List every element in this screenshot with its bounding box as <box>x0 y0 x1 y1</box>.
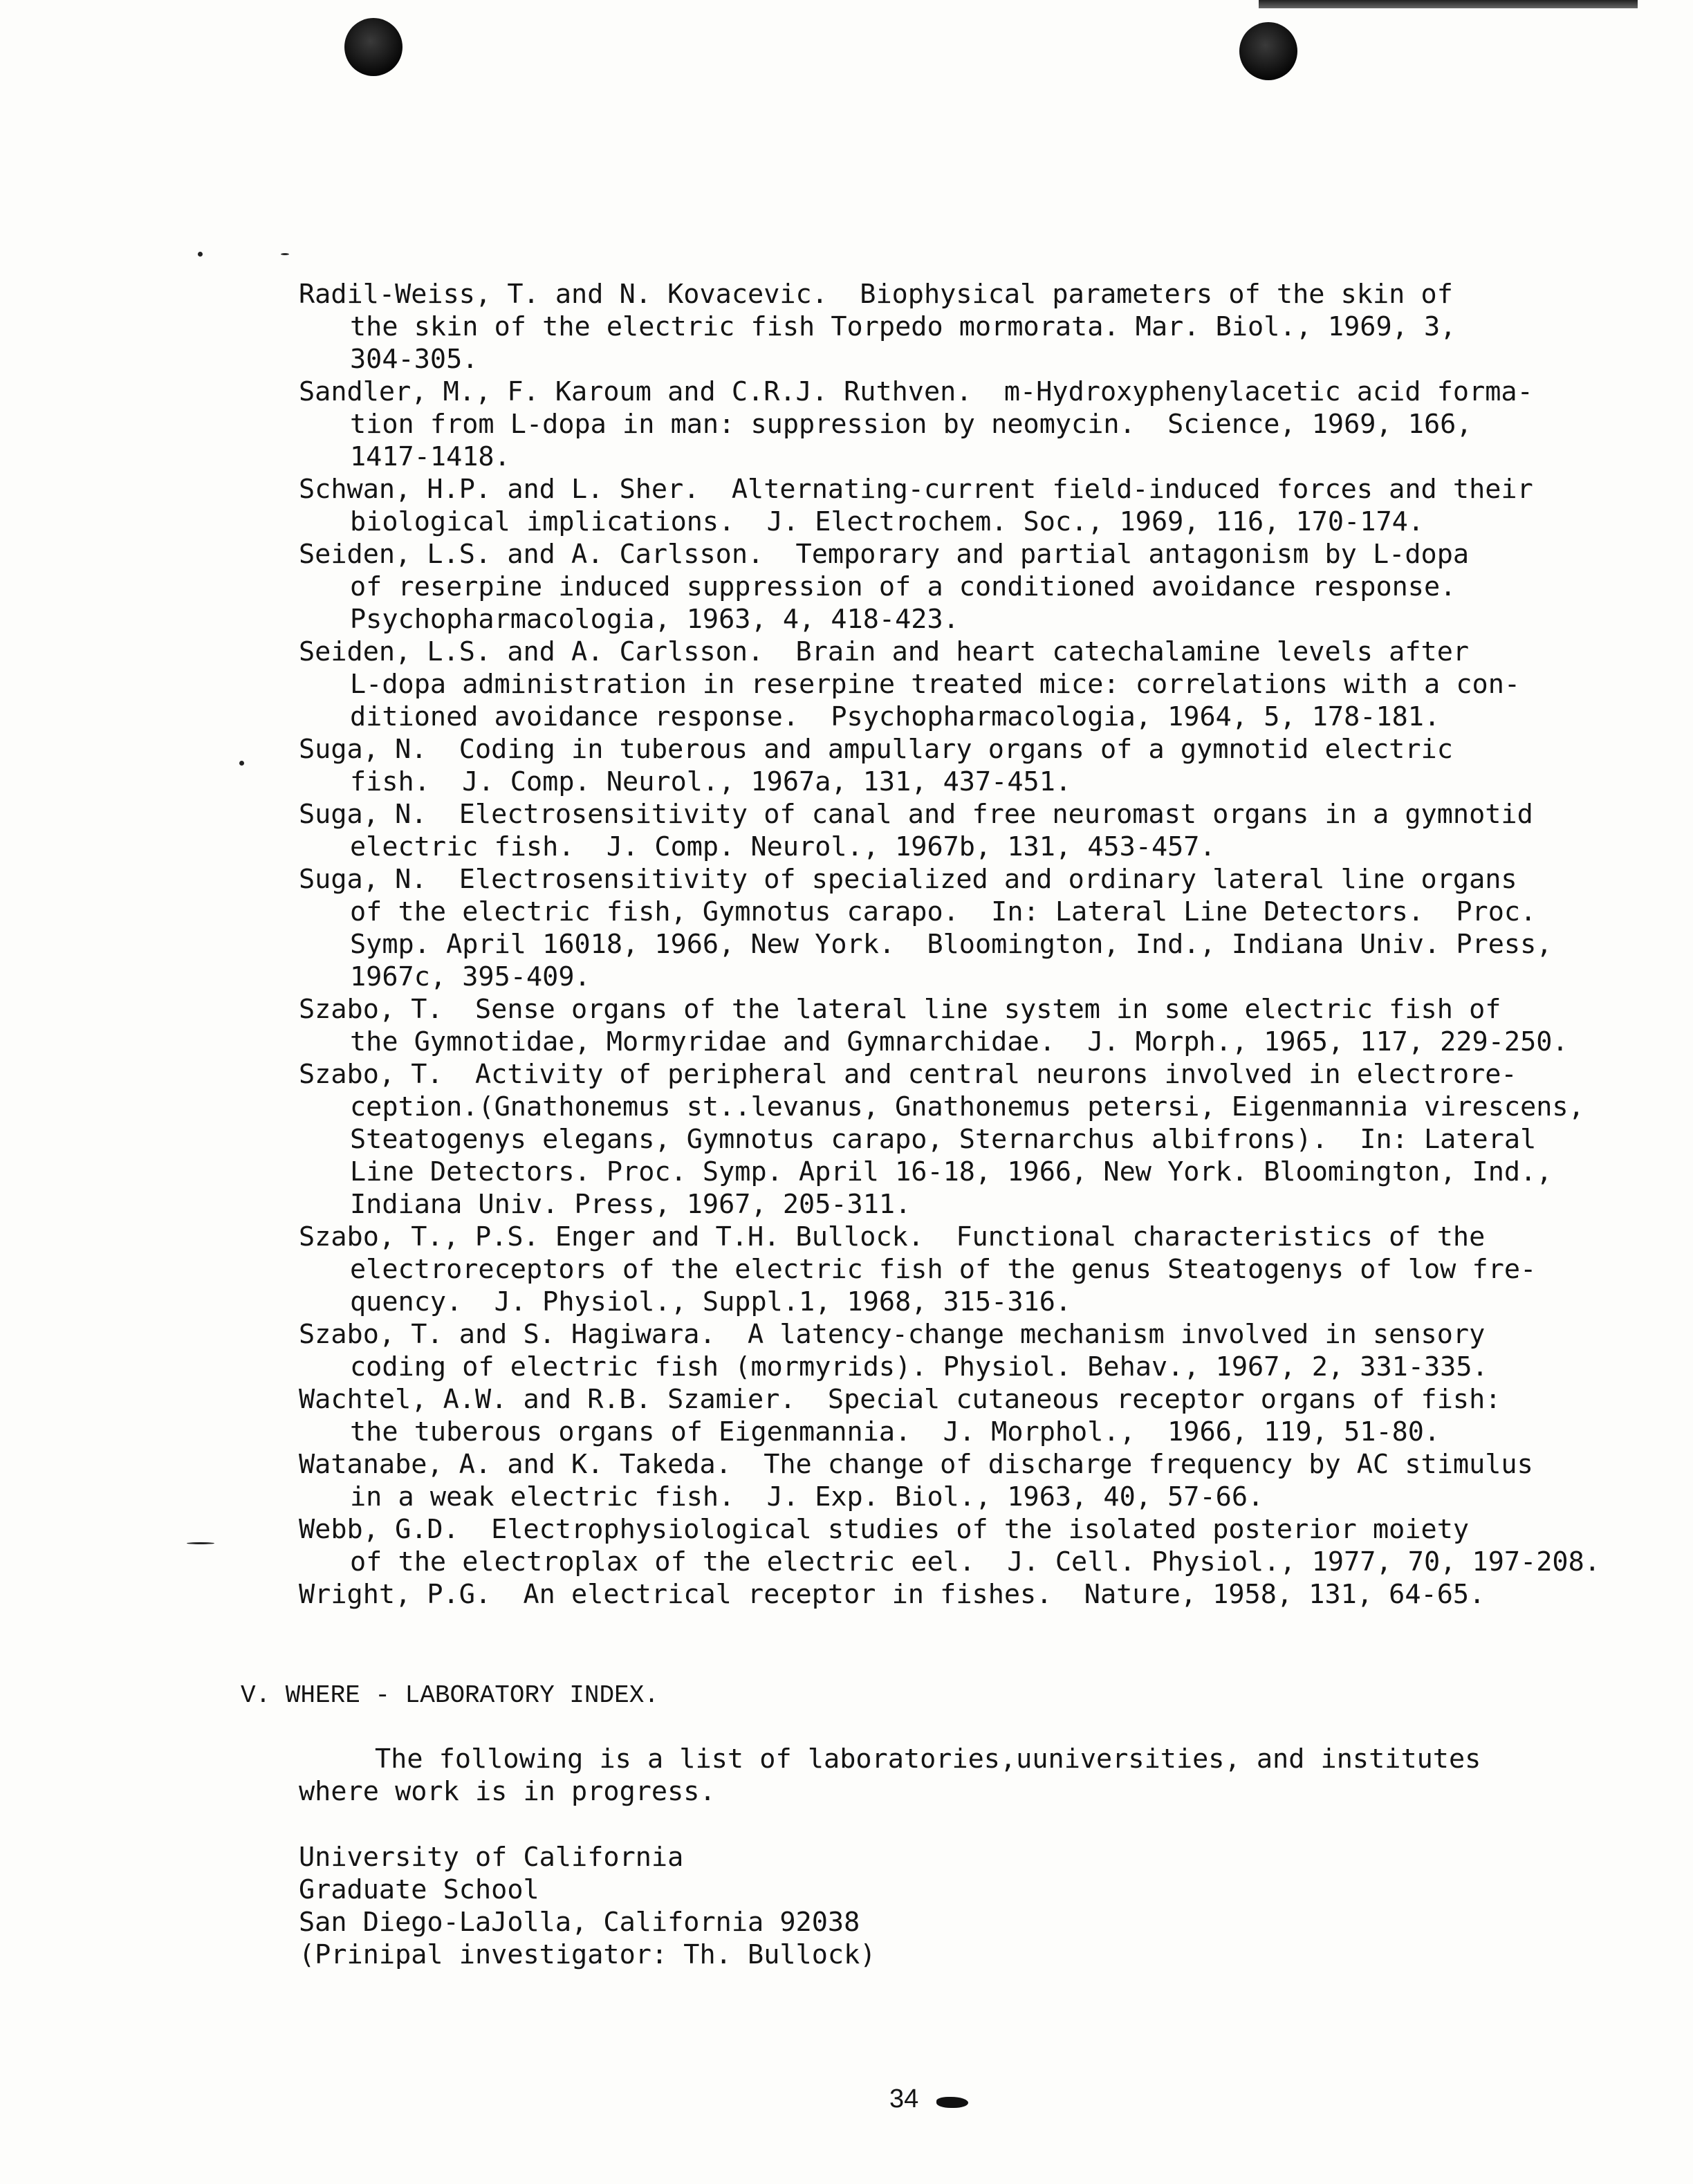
reference-line: Sandler, M., F. Karoum and C.R.J. Ruthven. m-Hydroxyphenylacetic acid forma- <box>299 376 1533 407</box>
reference-entry <box>299 636 1627 733</box>
intro-line: where work is in progress. <box>299 1776 716 1807</box>
punch-hole-right <box>1239 22 1297 80</box>
reference-list <box>299 278 1627 1611</box>
reference-entry <box>299 733 1627 798</box>
reference-line: Schwan, H.P. and L. Sher. Alternating-current field-induced forces and their <box>299 474 1533 505</box>
reference-entry <box>299 538 1627 636</box>
reference-line: Szabo, T. and S. Hagiwara. A latency-change mechanism involved in sensory <box>299 1319 1486 1350</box>
reference-line: L-dopa administration in reserpine treated mice: correlations with a con- <box>350 669 1521 700</box>
reference-line: ception.(Gnathonemus st..levanus, Gnathonemus petersi, Eigenmannia virescens, <box>350 1091 1584 1122</box>
address-line: University of California <box>299 1842 684 1873</box>
reference-line: Symp. April 16018, 1966, New York. Bloomington, Ind., Indiana Univ. Press, <box>350 929 1553 960</box>
scan-speck <box>198 252 203 257</box>
reference-entry <box>299 473 1627 538</box>
reference-line: Seiden, L.S. and A. Carlsson. Brain and heart catechalamine levels after <box>299 636 1470 667</box>
reference-entry <box>299 1513 1627 1578</box>
reference-line: Webb, G.D. Electrophysiological studies of the isolated posterior moiety <box>299 1514 1470 1545</box>
reference-entry <box>299 1448 1627 1513</box>
reference-line: of the electric fish, Gymnotus carapo. In: Lateral Line Detectors. Proc. <box>350 896 1537 927</box>
reference-line: quency. J. Physiol., Suppl.1, 1968, 315-316. <box>350 1286 1072 1317</box>
laboratory-address <box>299 1841 876 1971</box>
scan-speck <box>187 1542 214 1544</box>
reference-line: Szabo, T. Activity of peripheral and central neurons involved in electrore- <box>299 1059 1517 1090</box>
reference-line: the Gymnotidae, Mormyridae and Gymnarchidae. J. Morph., 1965, 117, 229-250. <box>350 1026 1569 1057</box>
reference-entry <box>299 1383 1627 1448</box>
reference-line: 1417-1418. <box>350 441 510 472</box>
intro-paragraph <box>299 1743 1613 1808</box>
scan-edge-mark <box>1259 0 1638 8</box>
punch-hole-left <box>344 18 403 76</box>
reference-entry <box>299 376 1627 473</box>
reference-line: in a weak electric fish. J. Exp. Biol., 1963, 40, 57-66. <box>350 1481 1264 1512</box>
reference-entry <box>299 1058 1627 1221</box>
section-heading: V. WHERE - LABORATORY INDEX. <box>241 1681 659 1710</box>
intro-line: The following is a list of laboratories,uuniversities, and institutes <box>375 1743 1481 1775</box>
reference-line: the tuberous organs of Eigenmannia. J. Morphol., 1966, 119, 51-80. <box>350 1416 1441 1447</box>
reference-line: 1967c, 395-409. <box>350 961 591 992</box>
reference-line: Radil-Weiss, T. and N. Kovacevic. Biophysical parameters of the skin of <box>299 279 1453 310</box>
address-line: (Prinipal investigator: Th. Bullock) <box>299 1939 876 1970</box>
reference-entry <box>299 278 1627 376</box>
reference-line: Wachtel, A.W. and R.B. Szamier. Special cutaneous receptor organs of fish: <box>299 1384 1501 1415</box>
reference-entry <box>299 863 1627 993</box>
reference-entry <box>299 1221 1627 1318</box>
scan-speck <box>281 253 289 255</box>
reference-line: of the electroplax of the electric eel. J. Cell. Physiol., 1977, 70, 197-208. <box>350 1546 1600 1577</box>
page-number-smudge <box>936 2097 968 2108</box>
reference-line: Suga, N. Electrosensitivity of specialized and ordinary lateral line organs <box>299 864 1517 895</box>
address-line: Graduate School <box>299 1874 539 1905</box>
address-line: San Diego-LaJolla, California 92038 <box>299 1907 860 1938</box>
reference-line: Indiana Univ. Press, 1967, 205-311. <box>350 1189 912 1220</box>
reference-line: Szabo, T. Sense organs of the lateral line system in some electric fish of <box>299 994 1501 1025</box>
reference-line: of reserpine induced suppression of a conditioned avoidance response. <box>350 571 1456 602</box>
reference-line: 304-305. <box>350 344 479 375</box>
scan-speck <box>239 761 244 766</box>
reference-line: Psychopharmacologia, 1963, 4, 418-423. <box>350 604 959 635</box>
reference-line: Line Detectors. Proc. Symp. April 16-18, 1966, New York. Bloomington, Ind., <box>350 1156 1553 1187</box>
reference-line: fish. J. Comp. Neurol., 1967a, 131, 437-451. <box>350 766 1072 797</box>
reference-line: coding of electric fish (mormyrids). Physiol. Behav., 1967, 2, 331-335. <box>350 1351 1488 1382</box>
reference-line: Steatogenys elegans, Gymnotus carapo, Sternarchus albifrons). In: Lateral <box>350 1124 1537 1155</box>
reference-line: electric fish. J. Comp. Neurol., 1967b, 131, 453-457. <box>350 831 1216 862</box>
reference-entry <box>299 798 1627 863</box>
reference-line: Wright, P.G. An electrical receptor in fishes. Nature, 1958, 131, 64-65. <box>299 1579 1486 1610</box>
reference-line: electroreceptors of the electric fish of the genus Steatogenys of low fre- <box>350 1254 1537 1285</box>
reference-line: Suga, N. Coding in tuberous and ampullary organs of a gymnotid electric <box>299 734 1453 765</box>
reference-line: ditioned avoidance response. Psychopharmacologia, 1964, 5, 178-181. <box>350 701 1441 732</box>
page-number: 34 <box>889 2084 919 2113</box>
reference-line: Szabo, T., P.S. Enger and T.H. Bullock. Functional characteristics of the <box>299 1221 1486 1252</box>
reference-line: biological implications. J. Electrochem. Soc., 1969, 116, 170-174. <box>350 506 1424 537</box>
reference-entry <box>299 993 1627 1058</box>
reference-line: the skin of the electric fish Torpedo mormorata. Mar. Biol., 1969, 3, <box>350 311 1456 342</box>
reference-line: Watanabe, A. and K. Takeda. The change of discharge frequency by AC stimulus <box>299 1449 1533 1480</box>
reference-line: Suga, N. Electrosensitivity of canal and free neuromast organs in a gymnotid <box>299 799 1533 830</box>
reference-line: Seiden, L.S. and A. Carlsson. Temporary and partial antagonism by L-dopa <box>299 539 1470 570</box>
reference-entry <box>299 1318 1627 1383</box>
reference-entry <box>299 1578 1627 1611</box>
reference-line: tion from L-dopa in man: suppression by neomycin. Science, 1969, 166, <box>350 409 1472 440</box>
